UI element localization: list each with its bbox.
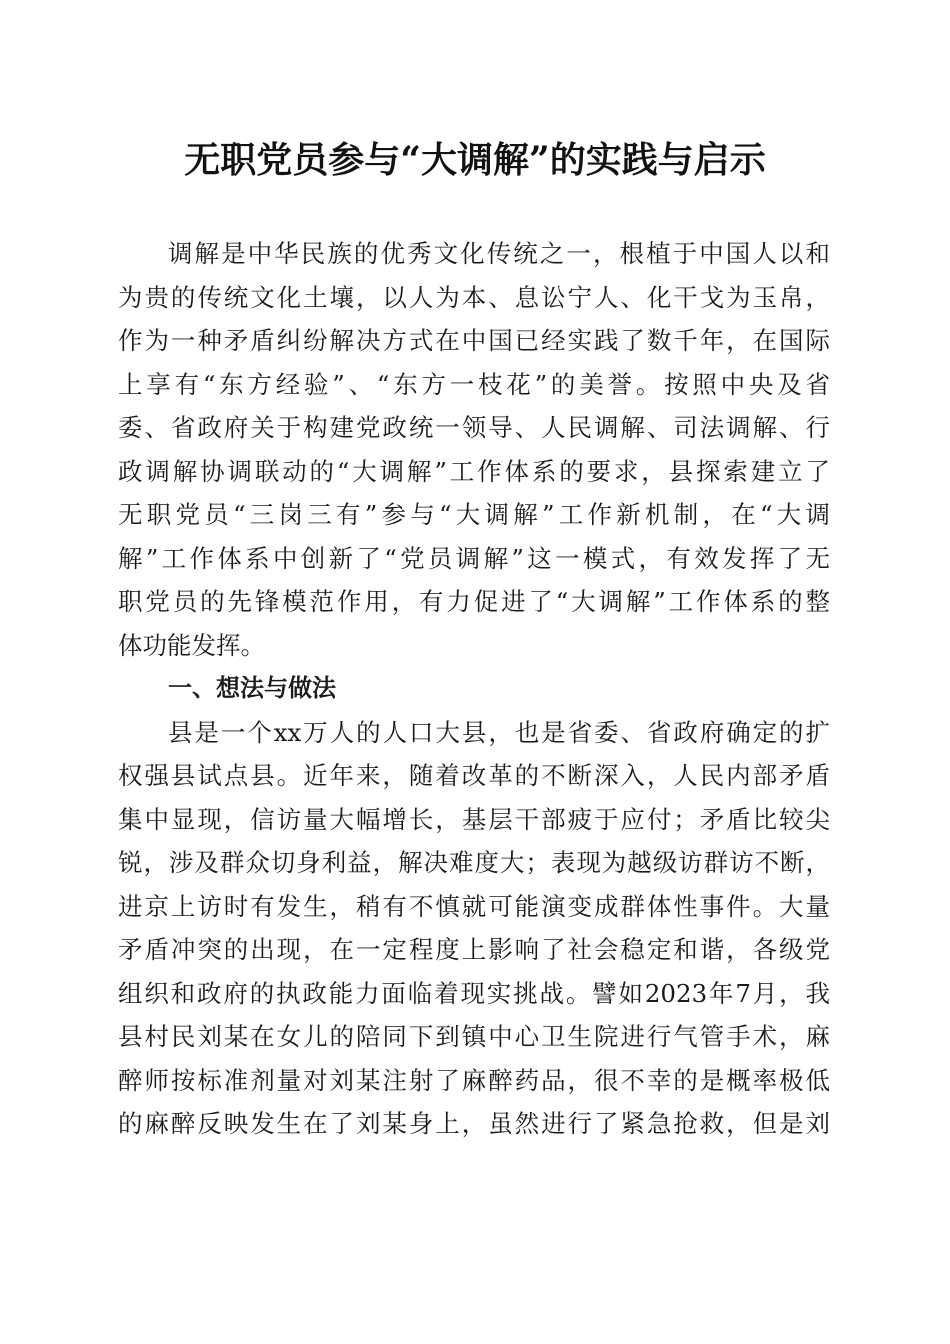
paragraph-line: 锐，涉及群众切身利益，解决难度大；表现为越级访群访不断， bbox=[118, 848, 830, 877]
paragraph-line: 委、省政府关于构建党政统一领导、人民调解、司法调解、行 bbox=[118, 413, 830, 442]
section-heading: 一、想法与做法 bbox=[168, 674, 336, 702]
paragraph-line: 体功能发挥。 bbox=[118, 630, 265, 660]
paragraph-line: 解”工作体系中创新了“党员调解”这一模式，有效发挥了无 bbox=[118, 543, 830, 573]
document-title: 无职党员参与“大调解”的实践与启示 bbox=[184, 139, 766, 181]
paragraph-line: 无职党员“三岗三有”参与“大调解”工作新机制，在“大调 bbox=[118, 500, 830, 529]
paragraph-line: 集中显现，信访量大幅增长，基层干部疲于应付；矛盾比较尖 bbox=[118, 804, 830, 834]
paragraph-line: 作为一种矛盾纠纷解决方式在中国已经实践了数千年，在国际 bbox=[118, 326, 830, 355]
paragraph-line: 政调解协调联动的“大调解”工作体系的要求，县探索建立了 bbox=[118, 456, 830, 486]
paragraph-line: 上享有“东方经验”、“东方一枝花”的美誉。按照中央及省 bbox=[118, 369, 830, 399]
paragraph-line: 的麻醉反映发生在了刘某身上，虽然进行了紧急抢救，但是刘 bbox=[118, 1109, 830, 1138]
paragraph-line: 权强县试点县。近年来，随着改革的不断深入，人民内部矛盾 bbox=[118, 761, 830, 790]
paragraph-line: 县是一个xx万人的人口大县，也是省委、省政府确定的扩 bbox=[168, 717, 830, 747]
intro-paragraph bbox=[118, 232, 830, 667]
paragraph-line: 为贵的传统文化土壤，以人为本、息讼宁人、化干戈为玉帛， bbox=[118, 282, 830, 312]
paragraph-line: 醉师按标准剂量对刘某注射了麻醉药品，很不幸的是概率极低 bbox=[118, 1065, 830, 1095]
paragraph-line: 进京上访时有发生，稍有不慎就可能演变成群体性事件。大量 bbox=[118, 891, 830, 921]
paragraph-line: 县村民刘某在女儿的陪同下到镇中心卫生院进行气管手术，麻 bbox=[118, 1022, 830, 1051]
section1-paragraph bbox=[118, 711, 830, 1146]
paragraph-line: 矛盾冲突的出现，在一定程度上影响了社会稳定和谐，各级党 bbox=[118, 935, 830, 964]
paragraph-line: 职党员的先锋模范作用，有力促进了“大调解”工作体系的整 bbox=[118, 587, 830, 616]
paragraph-line: 组织和政府的执政能力面临着现实挑战。譬如2023年7月，我 bbox=[118, 978, 830, 1008]
document-body bbox=[118, 232, 830, 1146]
paragraph-line: 调解是中华民族的优秀文化传统之一，根植于中国人以和 bbox=[168, 239, 830, 268]
